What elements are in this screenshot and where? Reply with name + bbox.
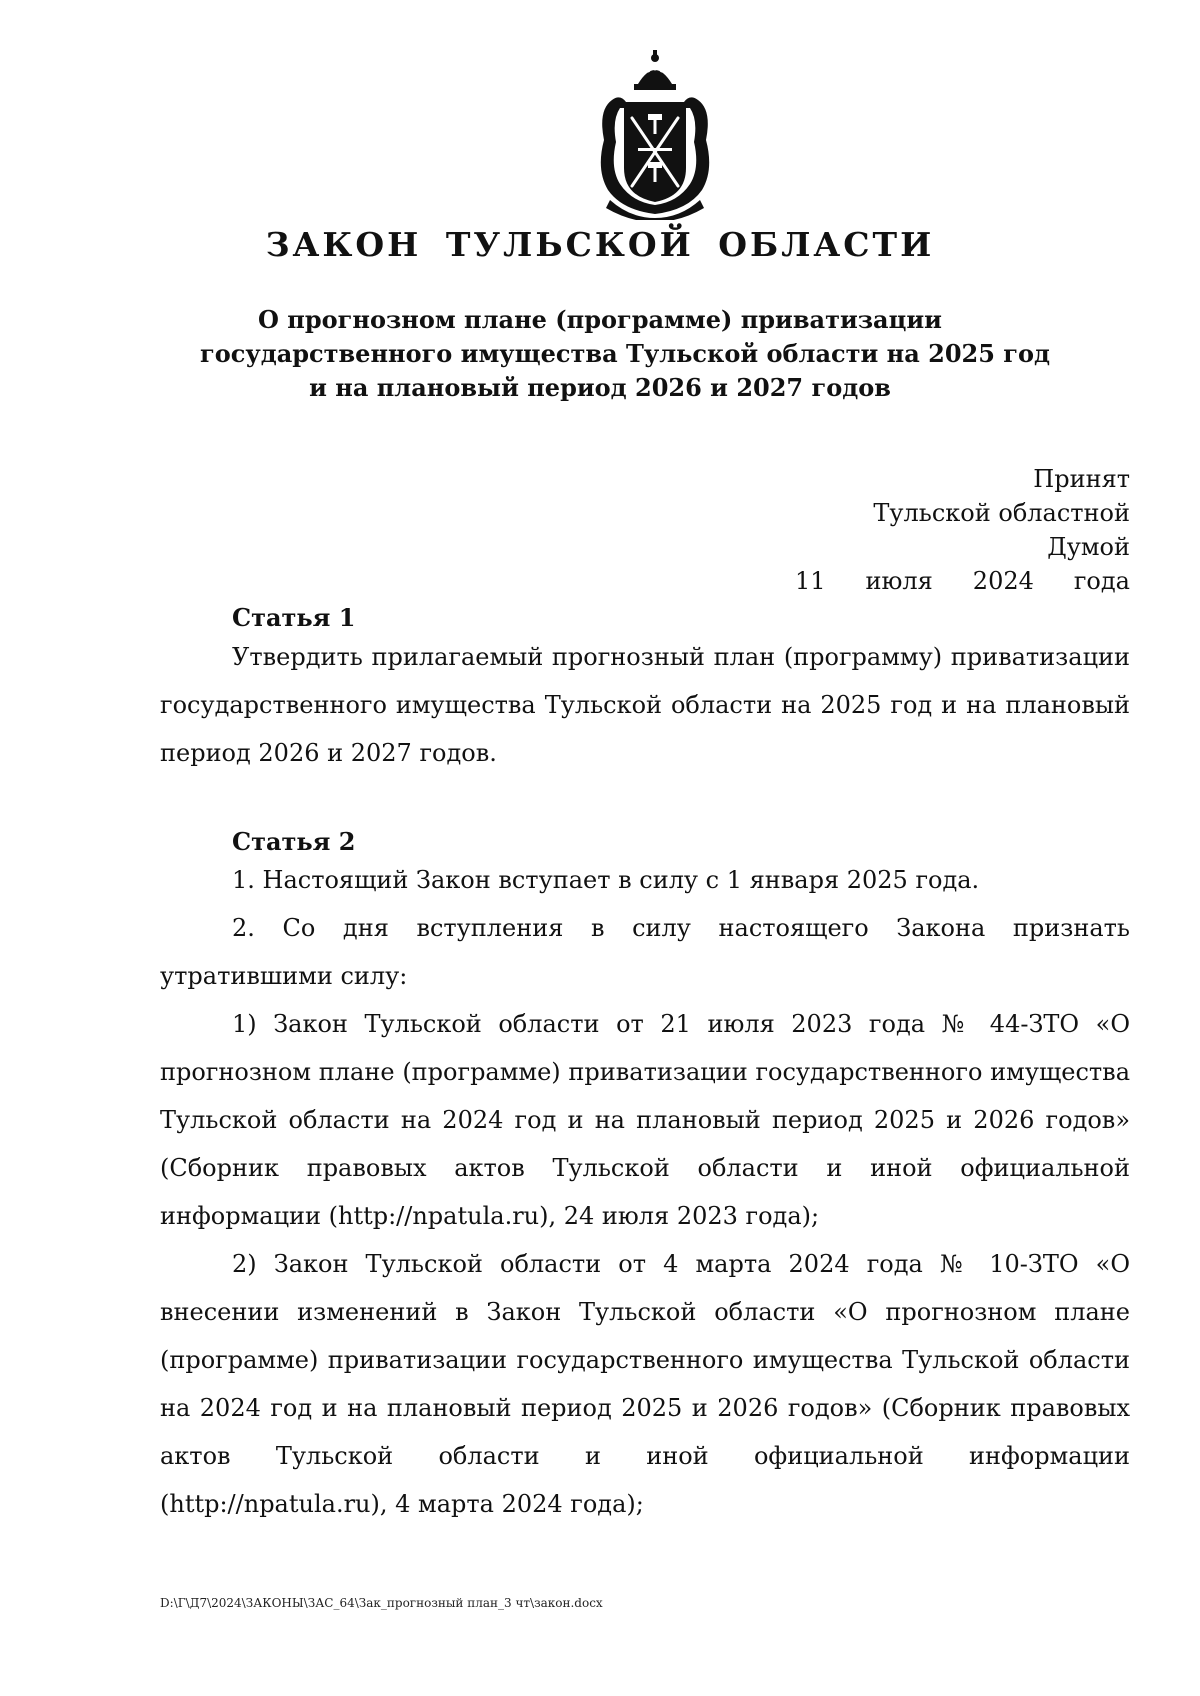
article-2-paragraph: 2) Закон Тульской области от 4 марта 2024 года № 10-ЗТО «О внесении изменений в Закон Тульской области «О прогнозном плане (программе) приватизации государственного имущества Тульской области на 2024 год и на плановый период 2025 и 2026 годов» (Сборник правовых актов Тульской области и иной официальной информации (http://npatula.ru), 4 марта 2024 года); bbox=[160, 1250, 1130, 1518]
adoption-block bbox=[795, 462, 1130, 598]
tula-coat-of-arms-icon bbox=[590, 50, 720, 220]
article-2-paragraph: 1) Закон Тульской области от 21 июля 2023 года № 44-ЗТО «О прогнозном плане (программе) приватизации государственного имущества Тульской области на 2024 год и на плановый период 2025 и 2026 годов» (Сборник правовых актов Тульской области и иной официальной информации (http://npatula.ru), 24 июля 2023 года); bbox=[160, 1010, 1130, 1230]
subject-line: О прогнозном плане (программе) приватизации bbox=[258, 305, 942, 334]
article-2-paragraph: 2. Со дня вступления в силу настоящего Закона признать утратившими силу: bbox=[160, 914, 1130, 990]
adopted-day: 11 bbox=[795, 567, 826, 595]
article-1-body bbox=[160, 633, 1130, 777]
law-title: ЗАКОН ТУЛЬСКОЙ ОБЛАСТИ bbox=[265, 225, 935, 264]
subject-line: и на плановый период 2026 и 2027 годов bbox=[309, 373, 891, 402]
adopted-month: июля bbox=[865, 567, 933, 595]
article-1-heading: Статья 1 bbox=[232, 603, 356, 632]
adopted-label: Принят bbox=[1033, 465, 1130, 493]
adopted-year-word: года bbox=[1073, 567, 1130, 595]
law-subject bbox=[200, 303, 1050, 405]
adopted-by: Тульской областной Думой bbox=[873, 499, 1130, 561]
adopted-date bbox=[795, 564, 1130, 598]
article-2-body bbox=[160, 856, 1130, 1528]
adopted-year: 2024 bbox=[972, 567, 1034, 595]
subject-line: государственного имущества Тульской области на 2025 год bbox=[200, 339, 1050, 368]
file-path-footer: D:\Г\Д7\2024\ЗАКОНЫ\ЗАС_64\Зак_прогнозный план_3 чт\закон.docx bbox=[160, 1596, 603, 1610]
article-2-heading: Статья 2 bbox=[232, 827, 356, 856]
article-2-paragraph: 1. Настоящий Закон вступает в силу с 1 января 2025 года. bbox=[232, 866, 980, 894]
article-1-paragraph: Утвердить прилагаемый прогнозный план (программу) приватизации государственного имущества Тульской области на 2025 год и на плановый период 2026 и 2027 годов. bbox=[160, 643, 1130, 767]
